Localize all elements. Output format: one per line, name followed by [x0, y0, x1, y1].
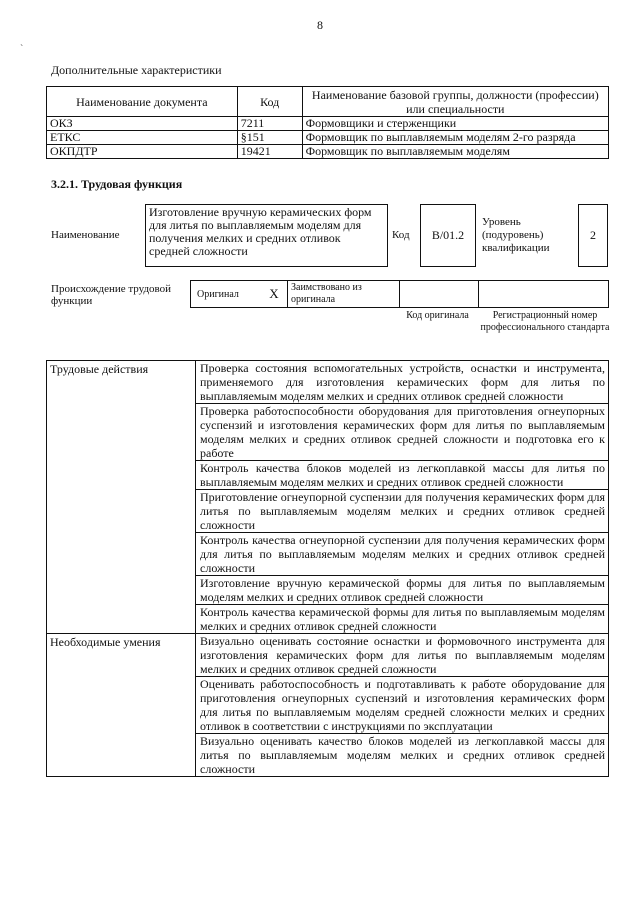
name-label: Наименование — [51, 229, 120, 241]
header-group-name: Наименование базовой группы, должности (профессии) или специальности — [302, 87, 608, 117]
cell-divider — [478, 281, 479, 307]
code-cell: §151 — [237, 131, 302, 145]
list-item: Контроль качества блоков моделей из легкоплавкой массы для литья по выплавляемым моделям мелких и средних отливок средней сложности — [196, 461, 609, 490]
codes-table-header — [47, 87, 609, 117]
code-cell: 19421 — [237, 145, 302, 159]
list-item: Проверка работоспособности оборудования для приготовления огнеупорных суспензий и изготовления керамических форм для литья по выплавляемым моделям мелких и средних отливок средней сложности и подготовка его к работе — [196, 404, 609, 461]
list-item: Визуально оценивать состояние оснастки и формовочного инструмента для изготовления керамических форм для литья по выплавляемым моделям мелких и средних отливок средней сложности — [196, 634, 609, 677]
origin-code-label: Код оригинала — [406, 310, 469, 321]
origin-table — [190, 280, 609, 308]
labor-actions-label: Трудовые действия — [47, 361, 196, 634]
function-title: 3.2.1. Трудовая функция — [51, 177, 183, 191]
doc-cell: ОКПДТР — [47, 145, 238, 159]
page-number: 8 — [317, 18, 323, 32]
table-row — [47, 634, 609, 677]
function-code-box: В/01.2 — [420, 204, 476, 267]
table-row — [47, 131, 609, 145]
list-item: Контроль качества огнеупорной суспензии для получения керамических форм для литья по выплавляемым моделям мелких и средних отливок средней сложности — [196, 533, 609, 576]
doc-cell: ОКЗ — [47, 117, 238, 131]
name-cell: Формовщик по выплавляемым моделям 2-го разряда — [302, 131, 608, 145]
required-skills-label: Необходимые умения — [47, 634, 196, 777]
cell-divider — [399, 281, 400, 307]
level-box: 2 — [578, 204, 608, 267]
list-item: Визуально оценивать качество блоков моделей из легкоплавкой массы для литья по выплавляемым моделям мелких и средних отливок средней сложности — [196, 734, 609, 777]
level-label: Уровень (подуровень) квалификации — [482, 216, 550, 254]
list-item: Приготовление огнеупорной суспензии для получения керамических форм для литья по выплавляемым моделям мелких и средних отливок средней сложности — [196, 490, 609, 533]
function-name-box: Изготовление вручную керамических форм для литья по выплавляемым моделям для получения мелких и средних отливок средней сложности — [145, 204, 388, 267]
code-label: Код — [392, 229, 410, 241]
function-details-table — [46, 360, 609, 777]
original-label: Оригинал — [197, 288, 239, 300]
section-title: Дополнительные характеристики — [51, 63, 222, 77]
name-cell: Формовщик по выплавляемым моделям — [302, 145, 608, 159]
doc-cell: ЕТКС — [47, 131, 238, 145]
original-mark: X — [269, 286, 279, 301]
code-cell: 7211 — [237, 117, 302, 131]
table-row — [47, 361, 609, 404]
origin-label: Происхождение трудовой функции — [51, 283, 172, 307]
cell-divider — [287, 281, 288, 307]
header-code: Код — [237, 87, 302, 117]
scan-mark: ` — [20, 44, 24, 55]
codes-table — [46, 86, 609, 159]
list-item: Контроль качества керамической формы для литья по выплавляемым моделям мелких и средних отливок средней сложности — [196, 605, 609, 634]
table-row — [47, 117, 609, 131]
reg-number-label: Регистрационный номер профессионального стандарта — [480, 310, 610, 333]
name-cell: Формовщики и стерженщики — [302, 117, 608, 131]
borrowed-label: Заимствовано из оригинала — [291, 282, 362, 305]
list-item: Оценивать работоспособность и подготавливать к работе оборудование для приготовления огнеупорных суспензий и изготовления керамических форм для литья по выплавляемым моделям средней сложности мелких и средних отливок в соответствии с инструкциями по эксплуатации — [196, 677, 609, 734]
list-item: Проверка состояния вспомогательных устройств, оснастки и инструмента, применяемого для изготовления керамических форм для литья по выплавляемым моделям мелких и средних отливок средней сложности — [196, 361, 609, 404]
table-row — [47, 145, 609, 159]
header-doc-name: Наименование документа — [47, 87, 238, 117]
list-item: Изготовление вручную керамической формы для литья по выплавляемым моделям мелких и средних отливок средней сложности — [196, 576, 609, 605]
